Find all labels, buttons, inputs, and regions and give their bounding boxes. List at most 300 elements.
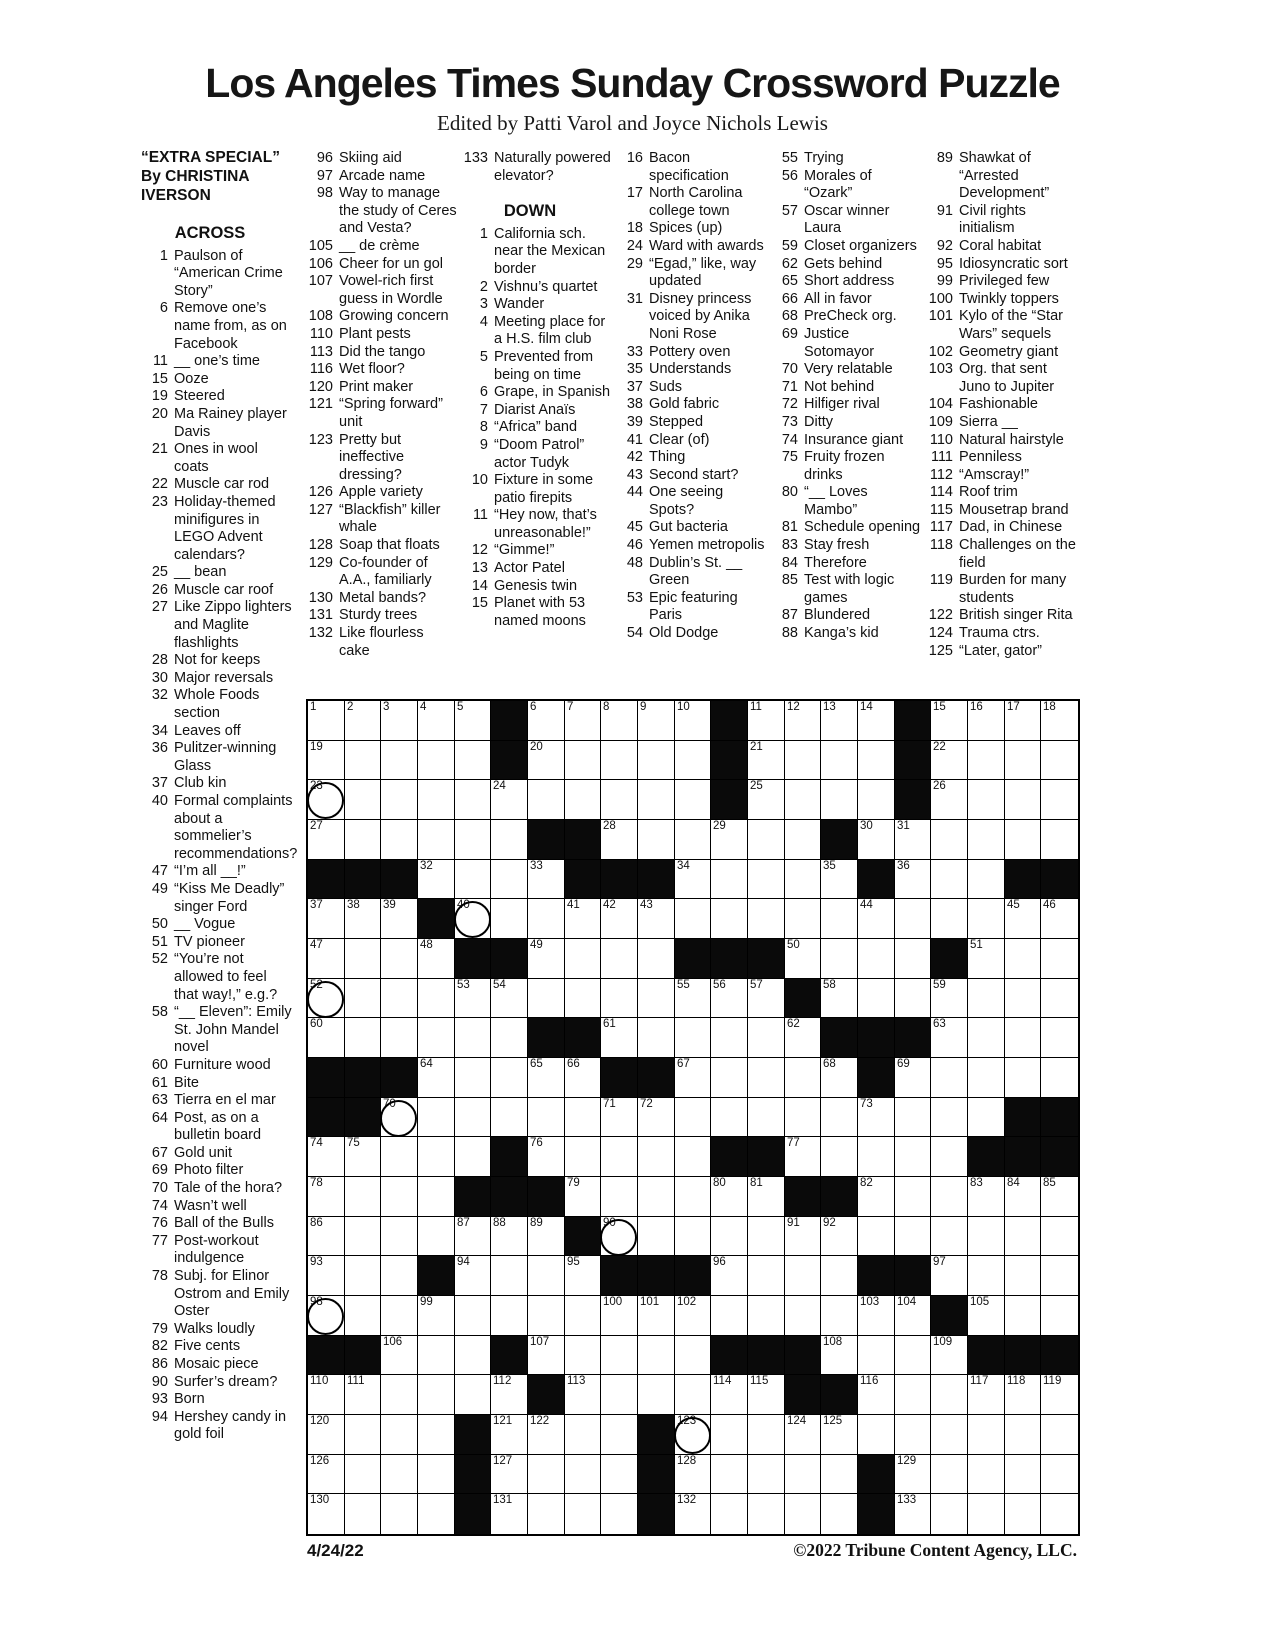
grid-cell-r7c2[interactable] [345,939,380,978]
grid-cell-r19c11[interactable] [675,1415,710,1454]
grid-cell-r1c8[interactable] [565,701,600,740]
grid-cell-r9c20[interactable] [1005,1018,1040,1057]
grid-cell-r16c1[interactable] [308,1296,344,1335]
grid-cell-r9c6[interactable] [491,1018,527,1057]
grid-cell-r3c13[interactable] [748,780,784,819]
grid-cell-r15c13[interactable] [748,1256,784,1295]
grid-cell-r8c8[interactable] [565,979,600,1017]
grid-cell-r10c12[interactable] [711,1058,747,1097]
grid-cell-r12c17[interactable] [895,1137,930,1176]
grid-cell-r2c3[interactable] [381,741,417,779]
grid-cell-r12c1[interactable] [308,1137,344,1176]
grid-cell-r11c12[interactable] [711,1098,747,1136]
grid-cell-r20c12[interactable] [711,1455,747,1493]
grid-cell-r15c3[interactable] [381,1256,417,1295]
grid-cell-r13c12[interactable] [711,1177,747,1216]
grid-cell-r5c6[interactable] [491,860,527,898]
grid-cell-r1c21[interactable] [1041,701,1078,740]
grid-cell-r20c3[interactable] [381,1455,417,1493]
grid-cell-r11c16[interactable] [858,1098,894,1136]
grid-cell-r11c13[interactable] [748,1098,784,1136]
grid-cell-r11c5[interactable] [455,1098,490,1136]
grid-cell-r21c15[interactable] [821,1494,857,1534]
grid-cell-r5c19[interactable] [968,860,1004,898]
grid-cell-r13c10[interactable] [638,1177,674,1216]
grid-cell-r2c2[interactable] [345,741,380,779]
grid-cell-r11c6[interactable] [491,1098,527,1136]
grid-cell-r20c9[interactable] [601,1455,637,1493]
grid-cell-r13c11[interactable] [675,1177,710,1216]
grid-cell-r20c17[interactable] [895,1455,930,1493]
grid-cell-r19c17[interactable] [895,1415,930,1454]
grid-cell-r21c18[interactable] [931,1494,967,1534]
grid-cell-r21c13[interactable] [748,1494,784,1534]
grid-cell-r19c14[interactable] [785,1415,820,1454]
grid-cell-r14c2[interactable] [345,1217,380,1255]
grid-cell-r20c1[interactable] [308,1455,344,1493]
grid-cell-r14c1[interactable] [308,1217,344,1255]
grid-cell-r15c5[interactable] [455,1256,490,1295]
grid-cell-r19c20[interactable] [1005,1415,1040,1454]
grid-cell-r15c18[interactable] [931,1256,967,1295]
grid-cell-r10c19[interactable] [968,1058,1004,1097]
grid-cell-r1c15[interactable] [821,701,857,740]
grid-cell-r2c11[interactable] [675,741,710,779]
grid-cell-r3c21[interactable] [1041,780,1078,819]
grid-cell-r4c10[interactable] [638,820,674,859]
grid-cell-r5c11[interactable] [675,860,710,898]
grid-cell-r12c11[interactable] [675,1137,710,1176]
grid-cell-r19c18[interactable] [931,1415,967,1454]
grid-cell-r15c20[interactable] [1005,1256,1040,1295]
grid-cell-r8c3[interactable] [381,979,417,1017]
grid-cell-r20c11[interactable] [675,1455,710,1493]
grid-cell-r1c2[interactable] [345,701,380,740]
grid-cell-r3c2[interactable] [345,780,380,819]
grid-cell-r16c14[interactable] [785,1296,820,1335]
grid-cell-r19c9[interactable] [601,1415,637,1454]
grid-cell-r9c11[interactable] [675,1018,710,1057]
grid-cell-r1c3[interactable] [381,701,417,740]
grid-cell-r19c19[interactable] [968,1415,1004,1454]
grid-cell-r3c1[interactable] [308,780,344,819]
grid-cell-r4c3[interactable] [381,820,417,859]
grid-cell-r4c4[interactable] [418,820,454,859]
grid-cell-r17c11[interactable] [675,1336,710,1374]
grid-cell-r19c8[interactable] [565,1415,600,1454]
grid-cell-r9c9[interactable] [601,1018,637,1057]
grid-cell-r4c18[interactable] [931,820,967,859]
grid-cell-r15c1[interactable] [308,1256,344,1295]
grid-cell-r3c18[interactable] [931,780,967,819]
grid-cell-r7c21[interactable] [1041,939,1078,978]
grid-cell-r16c5[interactable] [455,1296,490,1335]
grid-cell-r12c2[interactable] [345,1137,380,1176]
grid-cell-r3c10[interactable] [638,780,674,819]
grid-cell-r12c10[interactable] [638,1137,674,1176]
grid-cell-r21c14[interactable] [785,1494,820,1534]
grid-cell-r5c18[interactable] [931,860,967,898]
grid-cell-r16c20[interactable] [1005,1296,1040,1335]
grid-cell-r13c3[interactable] [381,1177,417,1216]
grid-cell-r10c11[interactable] [675,1058,710,1097]
grid-cell-r11c3[interactable] [381,1098,417,1136]
grid-cell-r15c19[interactable] [968,1256,1004,1295]
grid-cell-r2c21[interactable] [1041,741,1078,779]
grid-cell-r2c15[interactable] [821,741,857,779]
grid-cell-r17c3[interactable] [381,1336,417,1374]
grid-cell-r9c21[interactable] [1041,1018,1078,1057]
grid-cell-r1c7[interactable] [528,701,564,740]
grid-cell-r7c15[interactable] [821,939,857,978]
grid-cell-r11c7[interactable] [528,1098,564,1136]
grid-cell-r4c21[interactable] [1041,820,1078,859]
grid-cell-r13c8[interactable] [565,1177,600,1216]
grid-cell-r3c4[interactable] [418,780,454,819]
grid-cell-r15c2[interactable] [345,1256,380,1295]
grid-cell-r10c17[interactable] [895,1058,930,1097]
grid-cell-r10c7[interactable] [528,1058,564,1097]
grid-cell-r14c11[interactable] [675,1217,710,1255]
grid-cell-r11c11[interactable] [675,1098,710,1136]
grid-cell-r7c14[interactable] [785,939,820,978]
grid-cell-r17c9[interactable] [601,1336,637,1374]
grid-cell-r10c15[interactable] [821,1058,857,1097]
grid-cell-r9c5[interactable] [455,1018,490,1057]
grid-cell-r9c4[interactable] [418,1018,454,1057]
grid-cell-r10c21[interactable] [1041,1058,1078,1097]
grid-cell-r14c16[interactable] [858,1217,894,1255]
grid-cell-r14c7[interactable] [528,1217,564,1255]
grid-cell-r4c19[interactable] [968,820,1004,859]
grid-cell-r1c11[interactable] [675,701,710,740]
grid-cell-r14c19[interactable] [968,1217,1004,1255]
grid-cell-r6c18[interactable] [931,899,967,938]
grid-cell-r13c16[interactable] [858,1177,894,1216]
grid-cell-r6c13[interactable] [748,899,784,938]
grid-cell-r17c8[interactable] [565,1336,600,1374]
grid-cell-r19c13[interactable] [748,1415,784,1454]
grid-cell-r3c11[interactable] [675,780,710,819]
grid-cell-r11c15[interactable] [821,1098,857,1136]
grid-cell-r16c8[interactable] [565,1296,600,1335]
grid-cell-r15c8[interactable] [565,1256,600,1295]
grid-cell-r18c6[interactable] [491,1375,527,1414]
grid-cell-r12c7[interactable] [528,1137,564,1176]
crossword-grid[interactable] [306,699,1080,1536]
grid-cell-r3c7[interactable] [528,780,564,819]
grid-cell-r8c1[interactable] [308,979,344,1017]
grid-cell-r6c14[interactable] [785,899,820,938]
grid-cell-r6c3[interactable] [381,899,417,938]
grid-cell-r21c7[interactable] [528,1494,564,1534]
grid-cell-r9c19[interactable] [968,1018,1004,1057]
grid-cell-r6c17[interactable] [895,899,930,938]
grid-cell-r18c16[interactable] [858,1375,894,1414]
grid-cell-r21c6[interactable] [491,1494,527,1534]
grid-cell-r16c12[interactable] [711,1296,747,1335]
grid-cell-r18c20[interactable] [1005,1375,1040,1414]
grid-cell-r1c4[interactable] [418,701,454,740]
grid-cell-r4c16[interactable] [858,820,894,859]
grid-cell-r14c10[interactable] [638,1217,674,1255]
grid-cell-r6c20[interactable] [1005,899,1040,938]
grid-cell-r3c5[interactable] [455,780,490,819]
grid-cell-r13c20[interactable] [1005,1177,1040,1216]
grid-cell-r13c2[interactable] [345,1177,380,1216]
grid-cell-r20c14[interactable] [785,1455,820,1493]
grid-cell-r13c17[interactable] [895,1177,930,1216]
grid-cell-r1c9[interactable] [601,701,637,740]
grid-cell-r1c20[interactable] [1005,701,1040,740]
grid-cell-r16c11[interactable] [675,1296,710,1335]
grid-cell-r16c2[interactable] [345,1296,380,1335]
grid-cell-r3c9[interactable] [601,780,637,819]
grid-cell-r14c6[interactable] [491,1217,527,1255]
grid-cell-r16c19[interactable] [968,1296,1004,1335]
grid-cell-r4c6[interactable] [491,820,527,859]
grid-cell-r2c1[interactable] [308,741,344,779]
grid-cell-r14c9[interactable] [601,1217,637,1255]
grid-cell-r8c20[interactable] [1005,979,1040,1017]
grid-cell-r5c7[interactable] [528,860,564,898]
grid-cell-r9c1[interactable] [308,1018,344,1057]
grid-cell-r2c16[interactable] [858,741,894,779]
grid-cell-r4c14[interactable] [785,820,820,859]
grid-cell-r6c19[interactable] [968,899,1004,938]
grid-cell-r12c16[interactable] [858,1137,894,1176]
grid-cell-r11c17[interactable] [895,1098,930,1136]
grid-cell-r8c9[interactable] [601,979,637,1017]
grid-cell-r17c15[interactable] [821,1336,857,1374]
grid-cell-r10c14[interactable] [785,1058,820,1097]
grid-cell-r6c6[interactable] [491,899,527,938]
grid-cell-r12c15[interactable] [821,1137,857,1176]
grid-cell-r13c18[interactable] [931,1177,967,1216]
grid-cell-r20c6[interactable] [491,1455,527,1493]
grid-cell-r2c4[interactable] [418,741,454,779]
grid-cell-r11c19[interactable] [968,1098,1004,1136]
grid-cell-r21c11[interactable] [675,1494,710,1534]
grid-cell-r17c10[interactable] [638,1336,674,1374]
grid-cell-r14c13[interactable] [748,1217,784,1255]
grid-cell-r21c2[interactable] [345,1494,380,1534]
grid-cell-r19c3[interactable] [381,1415,417,1454]
grid-cell-r8c4[interactable] [418,979,454,1017]
grid-cell-r6c2[interactable] [345,899,380,938]
grid-cell-r9c10[interactable] [638,1018,674,1057]
grid-cell-r5c15[interactable] [821,860,857,898]
grid-cell-r14c3[interactable] [381,1217,417,1255]
grid-cell-r9c18[interactable] [931,1018,967,1057]
grid-cell-r1c10[interactable] [638,701,674,740]
grid-cell-r6c1[interactable] [308,899,344,938]
grid-cell-r11c10[interactable] [638,1098,674,1136]
grid-cell-r21c21[interactable] [1041,1494,1078,1534]
grid-cell-r19c2[interactable] [345,1415,380,1454]
grid-cell-r8c19[interactable] [968,979,1004,1017]
grid-cell-r20c19[interactable] [968,1455,1004,1493]
grid-cell-r8c13[interactable] [748,979,784,1017]
grid-cell-r19c16[interactable] [858,1415,894,1454]
grid-cell-r6c5[interactable] [455,899,490,938]
grid-cell-r4c12[interactable] [711,820,747,859]
grid-cell-r5c14[interactable] [785,860,820,898]
grid-cell-r21c3[interactable] [381,1494,417,1534]
grid-cell-r16c13[interactable] [748,1296,784,1335]
grid-cell-r10c4[interactable] [418,1058,454,1097]
grid-cell-r10c8[interactable] [565,1058,600,1097]
grid-cell-r18c5[interactable] [455,1375,490,1414]
grid-cell-r10c6[interactable] [491,1058,527,1097]
grid-cell-r13c13[interactable] [748,1177,784,1216]
grid-cell-r15c21[interactable] [1041,1256,1078,1295]
grid-cell-r12c4[interactable] [418,1137,454,1176]
grid-cell-r14c4[interactable] [418,1217,454,1255]
grid-cell-r4c5[interactable] [455,820,490,859]
grid-cell-r3c20[interactable] [1005,780,1040,819]
grid-cell-r2c18[interactable] [931,741,967,779]
grid-cell-r17c4[interactable] [418,1336,454,1374]
grid-cell-r14c21[interactable] [1041,1217,1078,1255]
grid-cell-r2c8[interactable] [565,741,600,779]
grid-cell-r3c6[interactable] [491,780,527,819]
grid-cell-r19c6[interactable] [491,1415,527,1454]
grid-cell-r2c20[interactable] [1005,741,1040,779]
grid-cell-r4c11[interactable] [675,820,710,859]
grid-cell-r16c3[interactable] [381,1296,417,1335]
grid-cell-r15c7[interactable] [528,1256,564,1295]
grid-cell-r8c16[interactable] [858,979,894,1017]
grid-cell-r13c4[interactable] [418,1177,454,1216]
grid-cell-r7c3[interactable] [381,939,417,978]
grid-cell-r7c16[interactable] [858,939,894,978]
grid-cell-r5c4[interactable] [418,860,454,898]
grid-cell-r14c5[interactable] [455,1217,490,1255]
grid-cell-r19c7[interactable] [528,1415,564,1454]
grid-cell-r12c8[interactable] [565,1137,600,1176]
grid-cell-r20c13[interactable] [748,1455,784,1493]
grid-cell-r21c8[interactable] [565,1494,600,1534]
grid-cell-r3c19[interactable] [968,780,1004,819]
grid-cell-r7c8[interactable] [565,939,600,978]
grid-cell-r10c20[interactable] [1005,1058,1040,1097]
grid-cell-r12c3[interactable] [381,1137,417,1176]
grid-cell-r9c13[interactable] [748,1018,784,1057]
grid-cell-r20c8[interactable] [565,1455,600,1493]
grid-cell-r15c14[interactable] [785,1256,820,1295]
grid-cell-r19c21[interactable] [1041,1415,1078,1454]
grid-cell-r18c4[interactable] [418,1375,454,1414]
grid-cell-r11c4[interactable] [418,1098,454,1136]
grid-cell-r7c4[interactable] [418,939,454,978]
grid-cell-r8c2[interactable] [345,979,380,1017]
grid-cell-r8c11[interactable] [675,979,710,1017]
grid-cell-r17c7[interactable] [528,1336,564,1374]
grid-cell-r14c18[interactable] [931,1217,967,1255]
grid-cell-r18c17[interactable] [895,1375,930,1414]
grid-cell-r21c17[interactable] [895,1494,930,1534]
grid-cell-r21c4[interactable] [418,1494,454,1534]
grid-cell-r20c7[interactable] [528,1455,564,1493]
grid-cell-r4c1[interactable] [308,820,344,859]
grid-cell-r16c6[interactable] [491,1296,527,1335]
grid-cell-r13c1[interactable] [308,1177,344,1216]
grid-cell-r16c16[interactable] [858,1296,894,1335]
grid-cell-r18c11[interactable] [675,1375,710,1414]
grid-cell-r20c20[interactable] [1005,1455,1040,1493]
grid-cell-r11c14[interactable] [785,1098,820,1136]
grid-cell-r2c9[interactable] [601,741,637,779]
grid-cell-r9c3[interactable] [381,1018,417,1057]
grid-cell-r1c16[interactable] [858,701,894,740]
grid-cell-r18c13[interactable] [748,1375,784,1414]
grid-cell-r5c17[interactable] [895,860,930,898]
grid-cell-r4c2[interactable] [345,820,380,859]
grid-cell-r12c5[interactable] [455,1137,490,1176]
grid-cell-r11c9[interactable] [601,1098,637,1136]
grid-cell-r8c18[interactable] [931,979,967,1017]
grid-cell-r4c9[interactable] [601,820,637,859]
grid-cell-r8c15[interactable] [821,979,857,1017]
grid-cell-r7c1[interactable] [308,939,344,978]
grid-cell-r17c17[interactable] [895,1336,930,1374]
grid-cell-r12c14[interactable] [785,1137,820,1176]
grid-cell-r9c14[interactable] [785,1018,820,1057]
grid-cell-r10c18[interactable] [931,1058,967,1097]
grid-cell-r16c7[interactable] [528,1296,564,1335]
grid-cell-r19c12[interactable] [711,1415,747,1454]
grid-cell-r3c16[interactable] [858,780,894,819]
grid-cell-r1c5[interactable] [455,701,490,740]
grid-cell-r14c14[interactable] [785,1217,820,1255]
grid-cell-r16c21[interactable] [1041,1296,1078,1335]
grid-cell-r6c21[interactable] [1041,899,1078,938]
grid-cell-r20c2[interactable] [345,1455,380,1493]
grid-cell-r16c17[interactable] [895,1296,930,1335]
grid-cell-r8c5[interactable] [455,979,490,1017]
grid-cell-r2c19[interactable] [968,741,1004,779]
grid-cell-r18c9[interactable] [601,1375,637,1414]
grid-cell-r7c9[interactable] [601,939,637,978]
grid-cell-r12c18[interactable] [931,1137,967,1176]
grid-cell-r18c3[interactable] [381,1375,417,1414]
grid-cell-r2c7[interactable] [528,741,564,779]
grid-cell-r8c6[interactable] [491,979,527,1017]
grid-cell-r2c10[interactable] [638,741,674,779]
grid-cell-r3c15[interactable] [821,780,857,819]
grid-cell-r5c13[interactable] [748,860,784,898]
grid-cell-r4c20[interactable] [1005,820,1040,859]
grid-cell-r8c7[interactable] [528,979,564,1017]
grid-cell-r11c18[interactable] [931,1098,967,1136]
grid-cell-r7c7[interactable] [528,939,564,978]
grid-cell-r6c12[interactable] [711,899,747,938]
grid-cell-r14c20[interactable] [1005,1217,1040,1255]
grid-cell-r19c15[interactable] [821,1415,857,1454]
grid-cell-r8c12[interactable] [711,979,747,1017]
grid-cell-r17c16[interactable] [858,1336,894,1374]
grid-cell-r17c5[interactable] [455,1336,490,1374]
grid-cell-r6c16[interactable] [858,899,894,938]
grid-cell-r14c12[interactable] [711,1217,747,1255]
grid-cell-r20c4[interactable] [418,1455,454,1493]
grid-cell-r1c19[interactable] [968,701,1004,740]
grid-cell-r18c21[interactable] [1041,1375,1078,1414]
grid-cell-r18c18[interactable] [931,1375,967,1414]
grid-cell-r10c5[interactable] [455,1058,490,1097]
grid-cell-r21c9[interactable] [601,1494,637,1534]
